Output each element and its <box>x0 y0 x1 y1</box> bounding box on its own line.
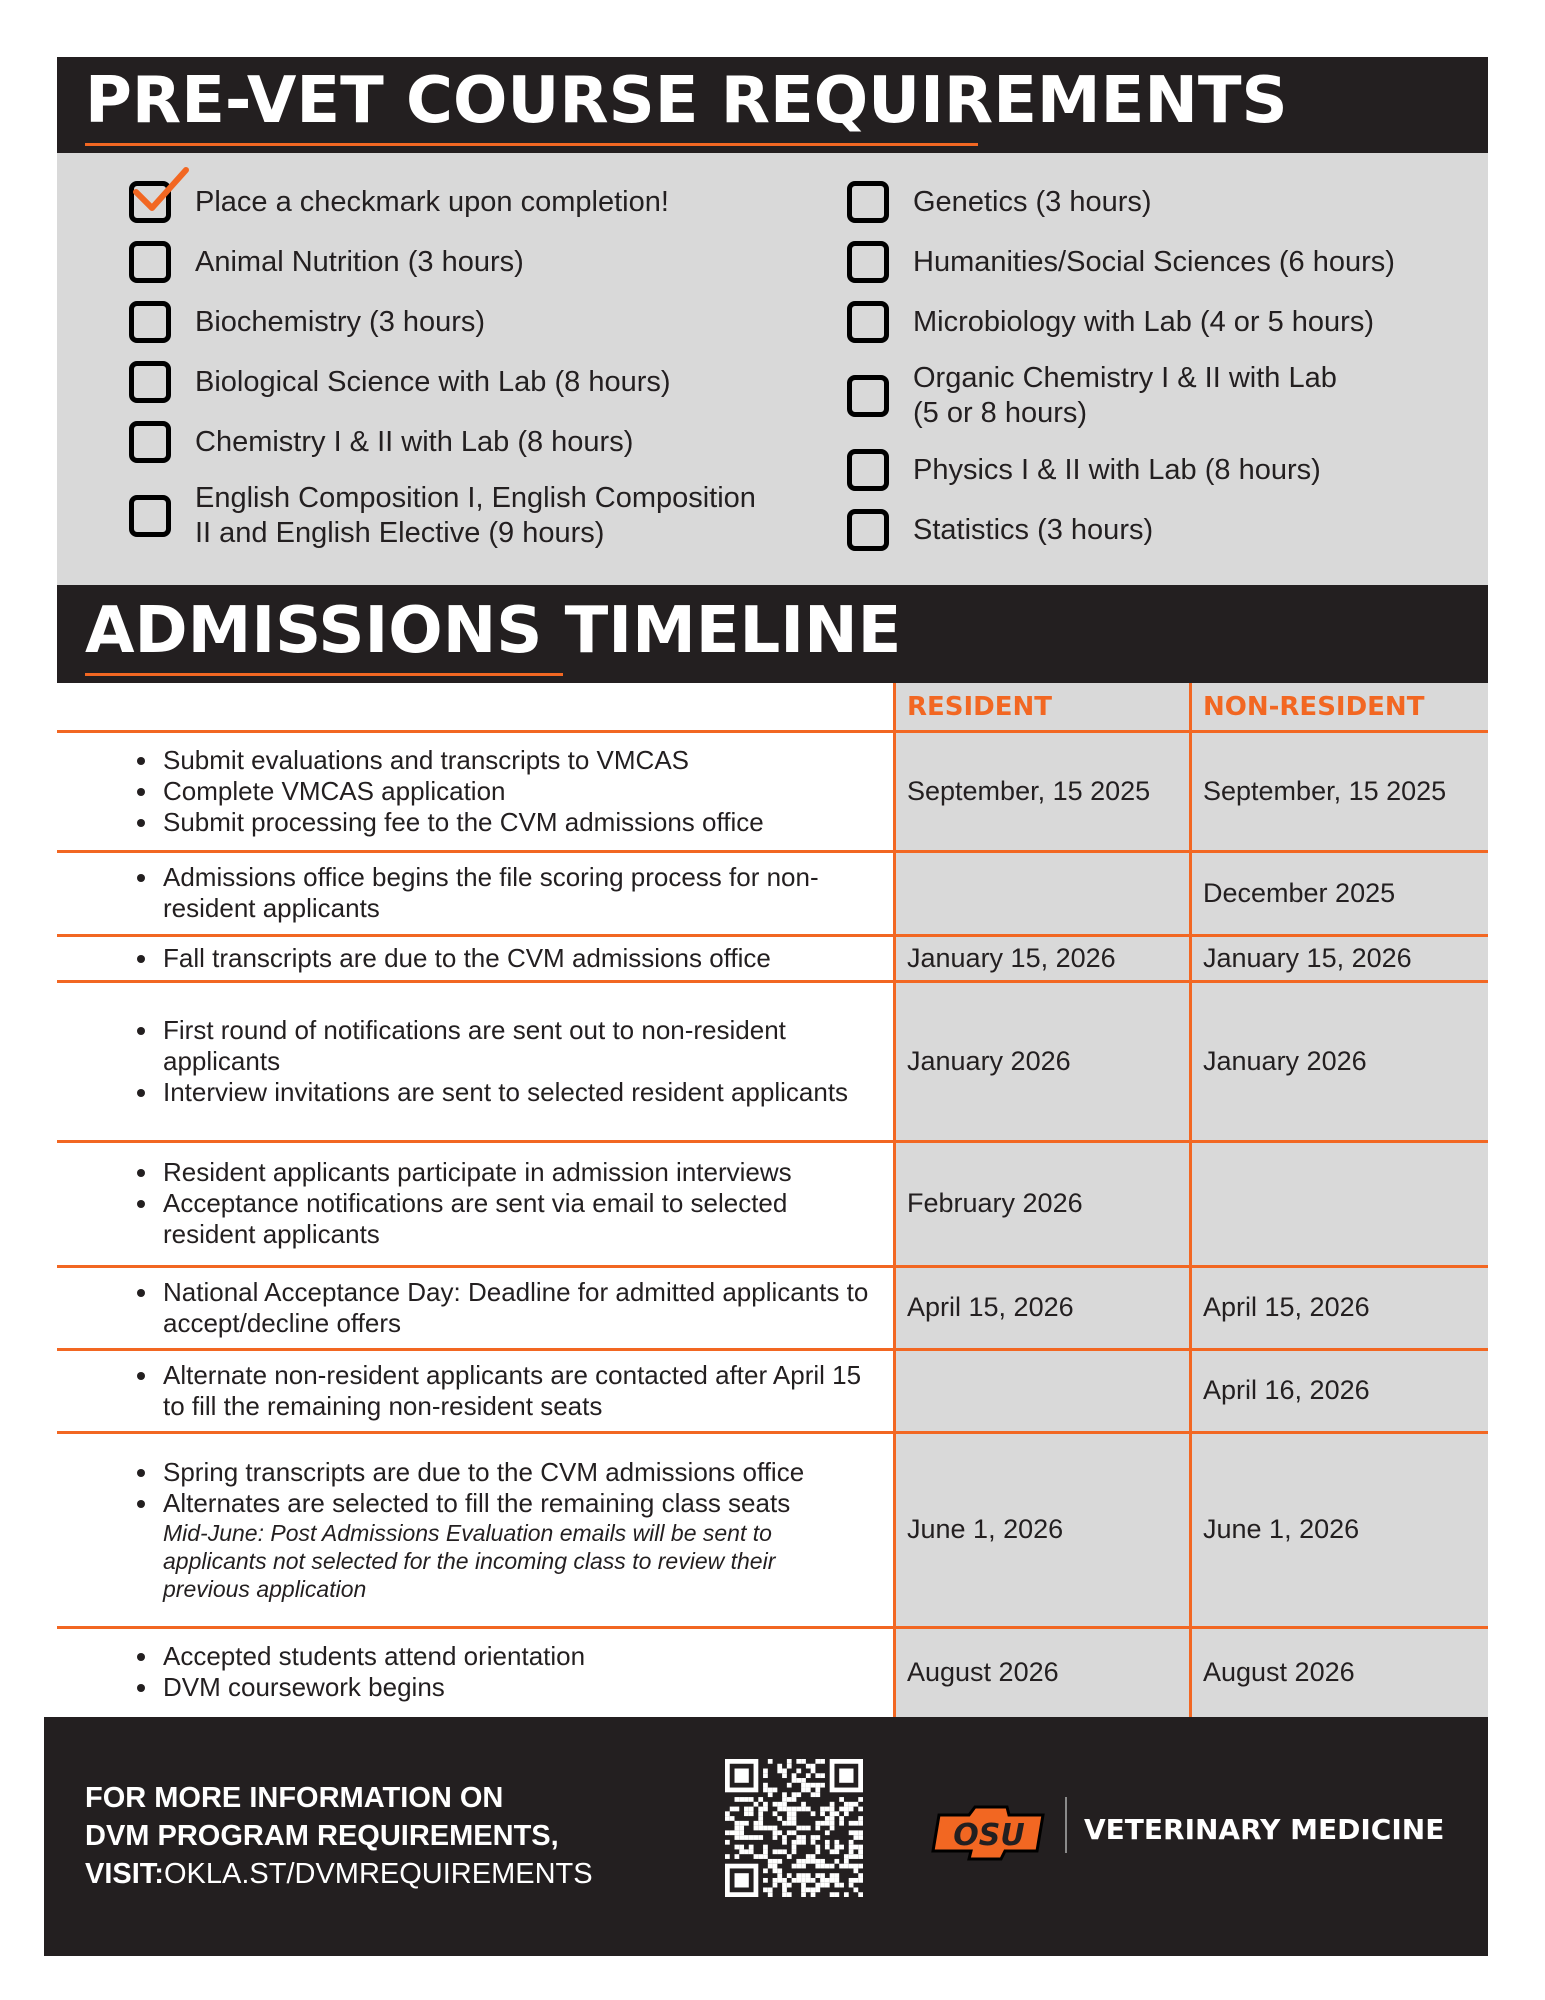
row-divider <box>57 980 1488 983</box>
checkmark-icon <box>130 164 190 224</box>
checklist-item[interactable] <box>129 481 756 551</box>
timeline-note: Mid-June: Post Admissions Evaluation emails will be sent to applicants not selected for the incoming class to review their previous application <box>163 1519 776 1602</box>
admissions-timeline-header <box>57 585 1488 683</box>
checklist-item-label: Statistics (3 hours) <box>913 513 1154 546</box>
resident-date: January 2026 <box>895 981 1191 1141</box>
checklist-item[interactable] <box>129 421 633 463</box>
row-divider <box>57 730 1488 733</box>
timeline-description <box>57 981 891 1141</box>
column-divider <box>893 683 896 1717</box>
osu-logo-text: OSU <box>953 1818 1025 1853</box>
non-resident-date: December 2025 <box>1191 851 1488 935</box>
timeline-description <box>57 851 891 935</box>
timeline-bullet: Submit evaluations and transcripts to VMCAS <box>163 745 891 776</box>
non-resident-date: June 1, 2026 <box>1191 1432 1488 1627</box>
timeline-description <box>57 1349 891 1432</box>
footer-line-1: FOR MORE INFORMATION ON <box>85 1782 504 1814</box>
timeline-bullet: Submit processing fee to the CVM admissions office <box>163 807 891 838</box>
timeline-bullet: Interview invitations are sent to selected resident applicants <box>163 1077 891 1108</box>
timeline-bullet: Acceptance notifications are sent via email to selected resident applicants <box>163 1188 891 1250</box>
checklist-item[interactable] <box>847 241 1395 283</box>
non-resident-date: January 15, 2026 <box>1191 935 1488 981</box>
checkbox-icon[interactable] <box>129 495 171 537</box>
checklist-item-label: Biochemistry (3 hours) <box>195 305 486 338</box>
department-name: VETERINARY MEDICINE <box>1084 1813 1445 1846</box>
timeline-bullet: Admissions office begins the file scoring process for non-resident applicants <box>163 862 891 924</box>
timeline-row <box>57 981 1488 1141</box>
non-resident-date: August 2026 <box>1191 1627 1488 1717</box>
admissions-timeline-title: ADMISSIONS TIMELINE <box>85 594 902 668</box>
timeline-bullet: National Acceptance Day: Deadline for admitted applicants to accept/decline offers <box>163 1277 891 1339</box>
checklist-item[interactable] <box>847 181 1152 223</box>
timeline-row <box>57 1432 1488 1627</box>
title-underline <box>85 673 563 676</box>
checklist-left-column <box>129 153 819 585</box>
checkbox-icon[interactable] <box>847 449 889 491</box>
timeline-bullet: Accepted students attend orientation <box>163 1641 891 1672</box>
column-divider <box>1189 683 1192 1717</box>
checked-checkbox-icon[interactable] <box>129 181 171 223</box>
requirements-link[interactable]: OKLA.ST/DVMREQUIREMENTS <box>163 1858 593 1890</box>
row-divider <box>57 934 1488 937</box>
visit-label: VISIT: <box>85 1858 164 1890</box>
row-divider <box>57 1626 1488 1629</box>
osu-logo-icon <box>929 1803 1049 1863</box>
row-divider <box>57 1265 1488 1268</box>
timeline-bullet: First round of notifications are sent out to non-resident applicants <box>163 1015 891 1077</box>
timeline-row <box>57 935 1488 981</box>
timeline-bullet: DVM coursework begins <box>163 1672 891 1703</box>
resident-date: June 1, 2026 <box>895 1432 1191 1627</box>
checklist-item-label: Microbiology with Lab (4 or 5 hours) <box>913 305 1374 338</box>
timeline-table <box>57 683 1488 1717</box>
checklist-item-label: Organic Chemistry I & II with Lab (5 or 8 hours) <box>913 362 1337 429</box>
checklist-item-label: Genetics (3 hours) <box>913 185 1152 218</box>
checklist-item[interactable] <box>129 241 524 283</box>
timeline-row <box>57 1627 1488 1717</box>
checkbox-icon[interactable] <box>847 241 889 283</box>
resident-date: April 15, 2026 <box>895 1266 1191 1349</box>
timeline-bullet: Spring transcripts are due to the CVM admissions office <box>163 1457 891 1488</box>
checklist-item[interactable] <box>847 509 1153 551</box>
checklist-item-label: Physics I & II with Lab (8 hours) <box>913 453 1321 486</box>
checklist-item-label: Biological Science with Lab (8 hours) <box>195 365 671 398</box>
checkbox-icon[interactable] <box>129 361 171 403</box>
resident-date: September, 15 2025 <box>895 731 1191 851</box>
timeline-row <box>57 851 1488 935</box>
non-resident-date: April 15, 2026 <box>1191 1266 1488 1349</box>
checklist-item[interactable] <box>129 361 671 403</box>
checklist-item-label: English Composition I, English Composition II and English Elective (9 hours) <box>195 482 756 549</box>
non-resident-date: April 16, 2026 <box>1191 1349 1488 1432</box>
checklist-item[interactable] <box>847 301 1374 343</box>
timeline-description <box>57 935 891 981</box>
checkbox-icon[interactable] <box>129 241 171 283</box>
timeline-bullet: Alternate non-resident applicants are contacted after April 15 to fill the remaining non-resident seats <box>163 1360 891 1422</box>
timeline-row <box>57 731 1488 851</box>
timeline-description <box>57 1432 891 1627</box>
checkbox-icon[interactable] <box>847 509 889 551</box>
checkbox-icon[interactable] <box>847 375 889 417</box>
timeline-row <box>57 1349 1488 1432</box>
checklist-item-label: Chemistry I & II with Lab (8 hours) <box>195 425 634 458</box>
row-divider <box>57 1140 1488 1143</box>
timeline-row <box>57 1266 1488 1349</box>
qr-code-icon[interactable] <box>725 1759 863 1897</box>
resident-date: August 2026 <box>895 1627 1191 1717</box>
non-resident-date: January 2026 <box>1191 981 1488 1141</box>
non-resident-date: September, 15 2025 <box>1191 731 1488 851</box>
footer <box>44 1717 1488 1956</box>
logo-divider <box>1065 1797 1067 1853</box>
timeline-description <box>57 1266 891 1349</box>
resident-date <box>895 1349 1191 1432</box>
checkbox-icon[interactable] <box>129 301 171 343</box>
course-checklist <box>57 153 1488 585</box>
timeline-bullet: Fall transcripts are due to the CVM admissions office <box>163 943 891 974</box>
row-divider <box>57 1431 1488 1434</box>
checklist-item-label: Humanities/Social Sciences (6 hours) <box>913 245 1395 278</box>
timeline-row <box>57 1141 1488 1266</box>
course-requirements-title: PRE-VET COURSE REQUIREMENTS <box>85 64 1288 138</box>
checkbox-icon[interactable] <box>847 301 889 343</box>
row-divider <box>57 850 1488 853</box>
column-header-resident: RESIDENT <box>895 683 1191 731</box>
timeline-bullet: Alternates are selected to fill the remaining class seats <box>163 1488 891 1519</box>
timeline-bullet: Resident applicants participate in admission interviews <box>163 1157 891 1188</box>
column-header-non-resident: NON-RESIDENT <box>1191 683 1488 731</box>
checklist-item-label: Place a checkmark upon completion! <box>195 185 669 218</box>
timeline-description <box>57 1141 891 1266</box>
checklist-right-column <box>847 153 1467 585</box>
resident-date <box>895 851 1191 935</box>
footer-line-3 <box>85 1855 593 1893</box>
timeline-bullet: Complete VMCAS application <box>163 776 891 807</box>
course-requirements-header <box>57 57 1488 153</box>
footer-info <box>85 1779 593 1893</box>
checklist-item[interactable] <box>129 181 669 223</box>
title-underline <box>85 143 978 146</box>
timeline-description <box>57 1627 891 1717</box>
checklist-item[interactable] <box>847 361 1337 431</box>
checkbox-icon[interactable] <box>129 421 171 463</box>
checkbox-icon[interactable] <box>847 181 889 223</box>
resident-date: January 15, 2026 <box>895 935 1191 981</box>
resident-date: February 2026 <box>895 1141 1191 1266</box>
checklist-item[interactable] <box>129 301 485 343</box>
footer-line-2: DVM PROGRAM REQUIREMENTS, <box>85 1820 559 1852</box>
checklist-item[interactable] <box>847 449 1321 491</box>
timeline-description <box>57 731 891 851</box>
non-resident-date <box>1191 1141 1488 1266</box>
checklist-item-label: Animal Nutrition (3 hours) <box>195 245 524 278</box>
row-divider <box>57 1348 1488 1351</box>
